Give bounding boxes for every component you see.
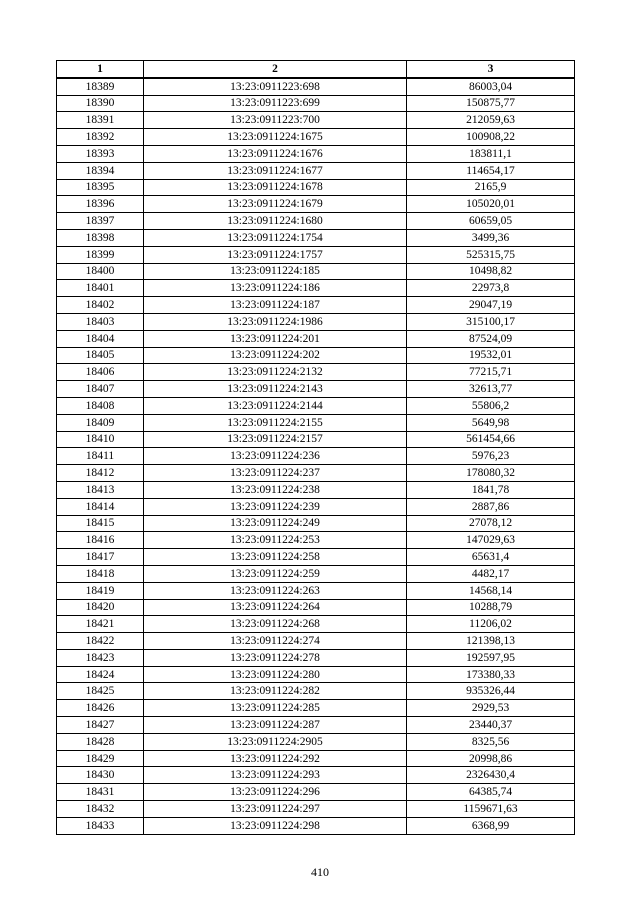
cadastral-number-cell: 13:23:0911224:282 [144,683,407,700]
cadastral-number-cell: 13:23:0911224:285 [144,700,407,717]
cadastral-number-cell: 13:23:0911224:202 [144,347,407,364]
value-cell: 2165,9 [407,179,575,196]
value-cell: 935326,44 [407,683,575,700]
cadastral-number-cell: 13:23:0911224:2157 [144,431,407,448]
row-number-cell: 18399 [57,246,144,263]
cadastral-number-cell: 13:23:0911224:1675 [144,129,407,146]
row-number-cell: 18418 [57,565,144,582]
cadastral-number-cell: 13:23:0911224:253 [144,532,407,549]
value-cell: 5976,23 [407,448,575,465]
row-number-cell: 18397 [57,213,144,230]
cadastral-number-cell: 13:23:0911224:2905 [144,733,407,750]
value-cell: 19532,01 [407,347,575,364]
column-header-2: 2 [144,61,407,78]
table-row [57,397,575,414]
value-cell: 173380,33 [407,666,575,683]
cadastral-number-cell: 13:23:0911224:1678 [144,179,407,196]
value-cell: 212059,63 [407,112,575,129]
row-number-cell: 18395 [57,179,144,196]
value-cell: 22973,8 [407,280,575,297]
value-cell: 11206,02 [407,616,575,633]
row-number-cell: 18427 [57,717,144,734]
row-number-cell: 18391 [57,112,144,129]
row-number-cell: 18411 [57,448,144,465]
value-cell: 77215,71 [407,364,575,381]
value-cell: 14568,14 [407,582,575,599]
cadastral-number-cell: 13:23:0911224:239 [144,498,407,515]
value-cell: 192597,95 [407,649,575,666]
table-row [57,196,575,213]
row-number-cell: 18389 [57,78,144,95]
table-row [57,112,575,129]
cadastral-number-cell: 13:23:0911224:263 [144,582,407,599]
value-cell: 2887,86 [407,498,575,515]
table-row [57,162,575,179]
value-cell: 105020,01 [407,196,575,213]
row-number-cell: 18433 [57,817,144,834]
table-row [57,414,575,431]
value-cell: 315100,17 [407,313,575,330]
cadastral-number-cell: 13:23:0911224:2132 [144,364,407,381]
table-row [57,549,575,566]
row-number-cell: 18429 [57,750,144,767]
table-row [57,784,575,801]
row-number-cell: 18420 [57,599,144,616]
cadastral-number-cell: 13:23:0911224:185 [144,263,407,280]
row-number-cell: 18425 [57,683,144,700]
value-cell: 60659,05 [407,213,575,230]
cadastral-number-cell: 13:23:0911224:2155 [144,414,407,431]
column-header-1: 1 [57,61,144,78]
value-cell: 114654,17 [407,162,575,179]
value-cell: 64385,74 [407,784,575,801]
value-cell: 121398,13 [407,633,575,650]
row-number-cell: 18417 [57,549,144,566]
value-cell: 27078,12 [407,515,575,532]
table-row [57,733,575,750]
cadastral-number-cell: 13:23:0911224:2144 [144,397,407,414]
cadastral-number-cell: 13:23:0911224:268 [144,616,407,633]
value-cell: 1841,78 [407,481,575,498]
cadastral-number-cell: 13:23:0911224:1754 [144,229,407,246]
table-row [57,78,575,95]
table-row [57,498,575,515]
cadastral-number-cell: 13:23:0911224:236 [144,448,407,465]
table-body [57,78,575,834]
cadastral-number-cell: 13:23:0911223:698 [144,78,407,95]
cadastral-number-cell: 13:23:0911224:2143 [144,381,407,398]
table-row [57,481,575,498]
cadastral-number-cell: 13:23:0911224:1680 [144,213,407,230]
row-number-cell: 18412 [57,465,144,482]
table-row [57,599,575,616]
row-number-cell: 18401 [57,280,144,297]
table-row [57,817,575,834]
cadastral-number-cell: 13:23:0911224:186 [144,280,407,297]
value-cell: 3499,36 [407,229,575,246]
value-cell: 87524,09 [407,330,575,347]
value-cell: 32613,77 [407,381,575,398]
row-number-cell: 18404 [57,330,144,347]
value-cell: 183811,1 [407,145,575,162]
table-row [57,448,575,465]
value-cell: 4482,17 [407,565,575,582]
table-row [57,129,575,146]
row-number-cell: 18410 [57,431,144,448]
value-cell: 100908,22 [407,129,575,146]
cadastral-number-cell: 13:23:0911224:296 [144,784,407,801]
row-number-cell: 18432 [57,801,144,818]
cadastral-number-cell: 13:23:0911224:259 [144,565,407,582]
table-row [57,381,575,398]
value-cell: 561454,66 [407,431,575,448]
row-number-cell: 18402 [57,297,144,314]
table-row [57,767,575,784]
row-number-cell: 18409 [57,414,144,431]
table-row [57,465,575,482]
cadastral-number-cell: 13:23:0911224:238 [144,481,407,498]
row-number-cell: 18423 [57,649,144,666]
row-number-cell: 18426 [57,700,144,717]
table-row [57,179,575,196]
cadastral-number-cell: 13:23:0911224:264 [144,599,407,616]
row-number-cell: 18416 [57,532,144,549]
cadastral-number-cell: 13:23:0911224:274 [144,633,407,650]
row-number-cell: 18407 [57,381,144,398]
row-number-cell: 18421 [57,616,144,633]
table-row [57,565,575,582]
row-number-cell: 18413 [57,481,144,498]
value-cell: 178080,32 [407,465,575,482]
value-cell: 147029,63 [407,532,575,549]
table-row [57,229,575,246]
value-cell: 55806,2 [407,397,575,414]
row-number-cell: 18393 [57,145,144,162]
row-number-cell: 18405 [57,347,144,364]
table-row [57,801,575,818]
row-number-cell: 18400 [57,263,144,280]
table-row [57,330,575,347]
value-cell: 2326430,4 [407,767,575,784]
table-row [57,95,575,112]
table-row [57,364,575,381]
cadastral-number-cell: 13:23:0911224:1677 [144,162,407,179]
row-number-cell: 18406 [57,364,144,381]
value-cell: 525315,75 [407,246,575,263]
cadastral-number-cell: 13:23:0911224:1676 [144,145,407,162]
row-number-cell: 18419 [57,582,144,599]
table-row [57,347,575,364]
row-number-cell: 18415 [57,515,144,532]
table-row [57,582,575,599]
value-cell: 10288,79 [407,599,575,616]
row-number-cell: 18430 [57,767,144,784]
cadastral-number-cell: 13:23:0911224:201 [144,330,407,347]
row-number-cell: 18428 [57,733,144,750]
table-row [57,666,575,683]
cadastral-number-cell: 13:23:0911224:1986 [144,313,407,330]
table-row [57,717,575,734]
table-row [57,750,575,767]
value-cell: 2929,53 [407,700,575,717]
value-cell: 86003,04 [407,78,575,95]
cadastral-number-cell: 13:23:0911224:280 [144,666,407,683]
value-cell: 1159671,63 [407,801,575,818]
table-row [57,700,575,717]
value-cell: 23440,37 [407,717,575,734]
cadastral-number-cell: 13:23:0911224:287 [144,717,407,734]
row-number-cell: 18396 [57,196,144,213]
cadastral-number-cell: 13:23:0911224:1757 [144,246,407,263]
table-row [57,297,575,314]
row-number-cell: 18408 [57,397,144,414]
row-number-cell: 18431 [57,784,144,801]
cadastral-number-cell: 13:23:0911224:237 [144,465,407,482]
cadastral-number-cell: 13:23:0911224:278 [144,649,407,666]
value-cell: 20998,86 [407,750,575,767]
value-cell: 10498,82 [407,263,575,280]
cadastral-number-cell: 13:23:0911224:1679 [144,196,407,213]
cadastral-number-cell: 13:23:0911224:297 [144,801,407,818]
row-number-cell: 18403 [57,313,144,330]
table-row [57,532,575,549]
table-row [57,246,575,263]
table-row [57,145,575,162]
cadastral-number-cell: 13:23:0911224:292 [144,750,407,767]
value-cell: 65631,4 [407,549,575,566]
table-row [57,263,575,280]
row-number-cell: 18398 [57,229,144,246]
table-row [57,213,575,230]
row-number-cell: 18392 [57,129,144,146]
table-row [57,633,575,650]
table-row [57,313,575,330]
cadastral-number-cell: 13:23:0911224:293 [144,767,407,784]
data-table [56,60,575,835]
table-row [57,515,575,532]
value-cell: 29047,19 [407,297,575,314]
row-number-cell: 18424 [57,666,144,683]
value-cell: 6368,99 [407,817,575,834]
column-header-3: 3 [407,61,575,78]
cadastral-number-cell: 13:23:0911223:700 [144,112,407,129]
value-cell: 5649,98 [407,414,575,431]
table-row [57,683,575,700]
row-number-cell: 18422 [57,633,144,650]
cadastral-number-cell: 13:23:0911223:699 [144,95,407,112]
cadastral-number-cell: 13:23:0911224:298 [144,817,407,834]
table-row [57,280,575,297]
table-header-row [57,61,575,78]
table-row [57,431,575,448]
value-cell: 8325,56 [407,733,575,750]
table-row [57,649,575,666]
row-number-cell: 18390 [57,95,144,112]
row-number-cell: 18394 [57,162,144,179]
cadastral-number-cell: 13:23:0911224:258 [144,549,407,566]
row-number-cell: 18414 [57,498,144,515]
cadastral-number-cell: 13:23:0911224:187 [144,297,407,314]
value-cell: 150875,77 [407,95,575,112]
table-row [57,616,575,633]
page-number: 410 [311,865,329,879]
cadastral-number-cell: 13:23:0911224:249 [144,515,407,532]
